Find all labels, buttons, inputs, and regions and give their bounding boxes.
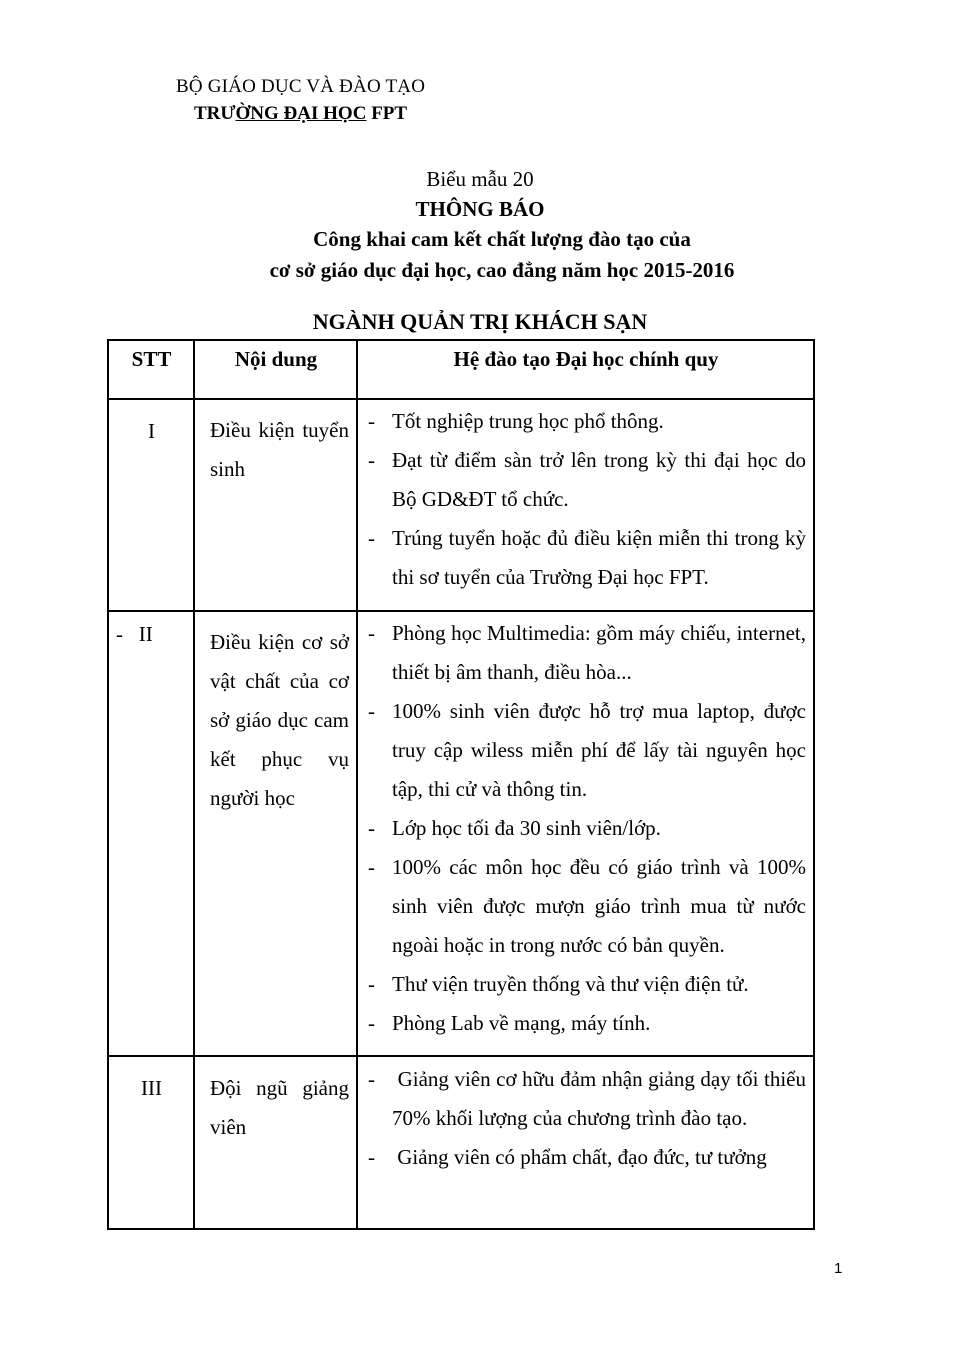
list-item: - Tốt nghiệp trung học phổ thông.: [368, 409, 664, 433]
school-name-suffix: FPT: [366, 103, 408, 124]
school-name-underlined: ỜNG ĐẠI HỌC: [235, 103, 367, 124]
list-item-text: Giảng viên cơ hữu đảm nhận giảng dạy tối thiểu 70% khối lượng của chương trình đào tạo.: [392, 1067, 812, 1130]
list-item: - 100% sinh viên được hỗ trợ mua laptop, được truy cập wiless miễn phí để lấy tài nguyên học tập, thi cử và thông tin.: [368, 699, 806, 801]
row-items: [362, 402, 806, 597]
school-name: [194, 103, 407, 125]
list-item-text: Đạt từ điểm sàn trở lên trong kỳ thi đại học do Bộ GD&ĐT tổ chức.: [392, 448, 806, 511]
list-item-text: 100% sinh viên được hỗ trợ mua laptop, được truy cập wiless miễn phí để lấy tài nguyên học tập, thi cử và thông tin.: [392, 699, 806, 801]
row-items: [362, 614, 806, 1043]
school-name-prefix: TRƯ: [194, 103, 236, 124]
table-border-bottom: [107, 1228, 815, 1230]
table-row-divider: [107, 610, 815, 612]
row-content: Điều kiện tuyển sinh: [210, 418, 349, 481]
list-item: - Phòng Lab về mạng, máy tính.: [368, 1011, 651, 1035]
list-item-text: Phòng Lab về mạng, máy tính.: [392, 1011, 651, 1035]
table-row-divider: [107, 1055, 815, 1057]
list-item: - Phòng học Multimedia: gồm máy chiếu, internet, thiết bị âm thanh, điều hòa...: [368, 621, 806, 684]
table-border-top: [107, 339, 815, 341]
row-stt: I: [148, 419, 155, 443]
list-item-text: Phòng học Multimedia: gồm máy chiếu, internet, thiết bị âm thanh, điều hòa...: [392, 621, 806, 684]
header-program: Hệ đào tạo Đại học chính quy: [453, 347, 719, 371]
list-item: - Giảng viên cơ hữu đảm nhận giảng dạy tối thiểu 70% khối lượng của chương trình đào tạo.: [368, 1067, 812, 1130]
row-content: Điều kiện cơ sở vật chất của cơ sở giáo dục cam kết phục vụ người học: [210, 630, 349, 810]
table-border-right: [813, 339, 815, 1230]
page-number: 1: [834, 1260, 843, 1277]
ministry-name: BỘ GIÁO DỤC VÀ ĐÀO TẠO: [176, 76, 426, 97]
row-content: Đội ngũ giảng viên: [210, 1076, 349, 1139]
form-label: Biểu mẫu 20: [426, 167, 534, 191]
header-stt: STT: [131, 347, 172, 371]
table-header-divider: [107, 398, 815, 400]
list-item-text: Tốt nghiệp trung học phổ thông.: [392, 409, 664, 433]
subtitle-line-1: Công khai cam kết chất lượng đào tạo của: [313, 227, 691, 251]
list-item: - Lớp học tối đa 30 sinh viên/lớp.: [368, 816, 661, 840]
list-item: - Giảng viên có phẩm chất, đạo đức, tư tưởng: [368, 1145, 767, 1169]
list-item: - Trúng tuyển hoặc đủ điều kiện miễn thi trong kỳ thi sơ tuyển của Trường Đại học FPT.: [368, 526, 806, 589]
major-heading: NGÀNH QUẢN TRỊ KHÁCH SẠN: [312, 309, 648, 334]
header-content: Nội dung: [234, 347, 318, 371]
document-title: THÔNG BÁO: [415, 197, 545, 221]
row-stt: III: [141, 1076, 162, 1100]
row-items: [362, 1060, 812, 1177]
list-item: - Thư viện truyền thống và thư viện điện tử.: [368, 972, 749, 996]
list-item-text: Lớp học tối đa 30 sinh viên/lớp.: [392, 816, 661, 840]
row-stt: - II: [116, 622, 153, 646]
list-item-text: 100% các môn học đều có giáo trình và 100% sinh viên được mượn giáo trình mua từ nước ngoài hoặc in trong nước có bản quyền.: [392, 855, 806, 957]
list-item-text: Giảng viên có phẩm chất, đạo đức, tư tưởng: [392, 1145, 767, 1169]
table-column-divider: [356, 339, 358, 1230]
list-item: - Đạt từ điểm sàn trở lên trong kỳ thi đại học do Bộ GD&ĐT tổ chức.: [368, 448, 806, 511]
subtitle-line-2: cơ sở giáo dục đại học, cao đẳng năm học 2015-2016: [269, 258, 735, 282]
list-item: - 100% các môn học đều có giáo trình và 100% sinh viên được mượn giáo trình mua từ nước ngoài hoặc in trong nước có bản quyền.: [368, 855, 806, 957]
list-item-text: Trúng tuyển hoặc đủ điều kiện miễn thi trong kỳ thi sơ tuyển của Trường Đại học FPT.: [392, 526, 806, 589]
list-item-text: Thư viện truyền thống và thư viện điện tử.: [392, 972, 749, 996]
